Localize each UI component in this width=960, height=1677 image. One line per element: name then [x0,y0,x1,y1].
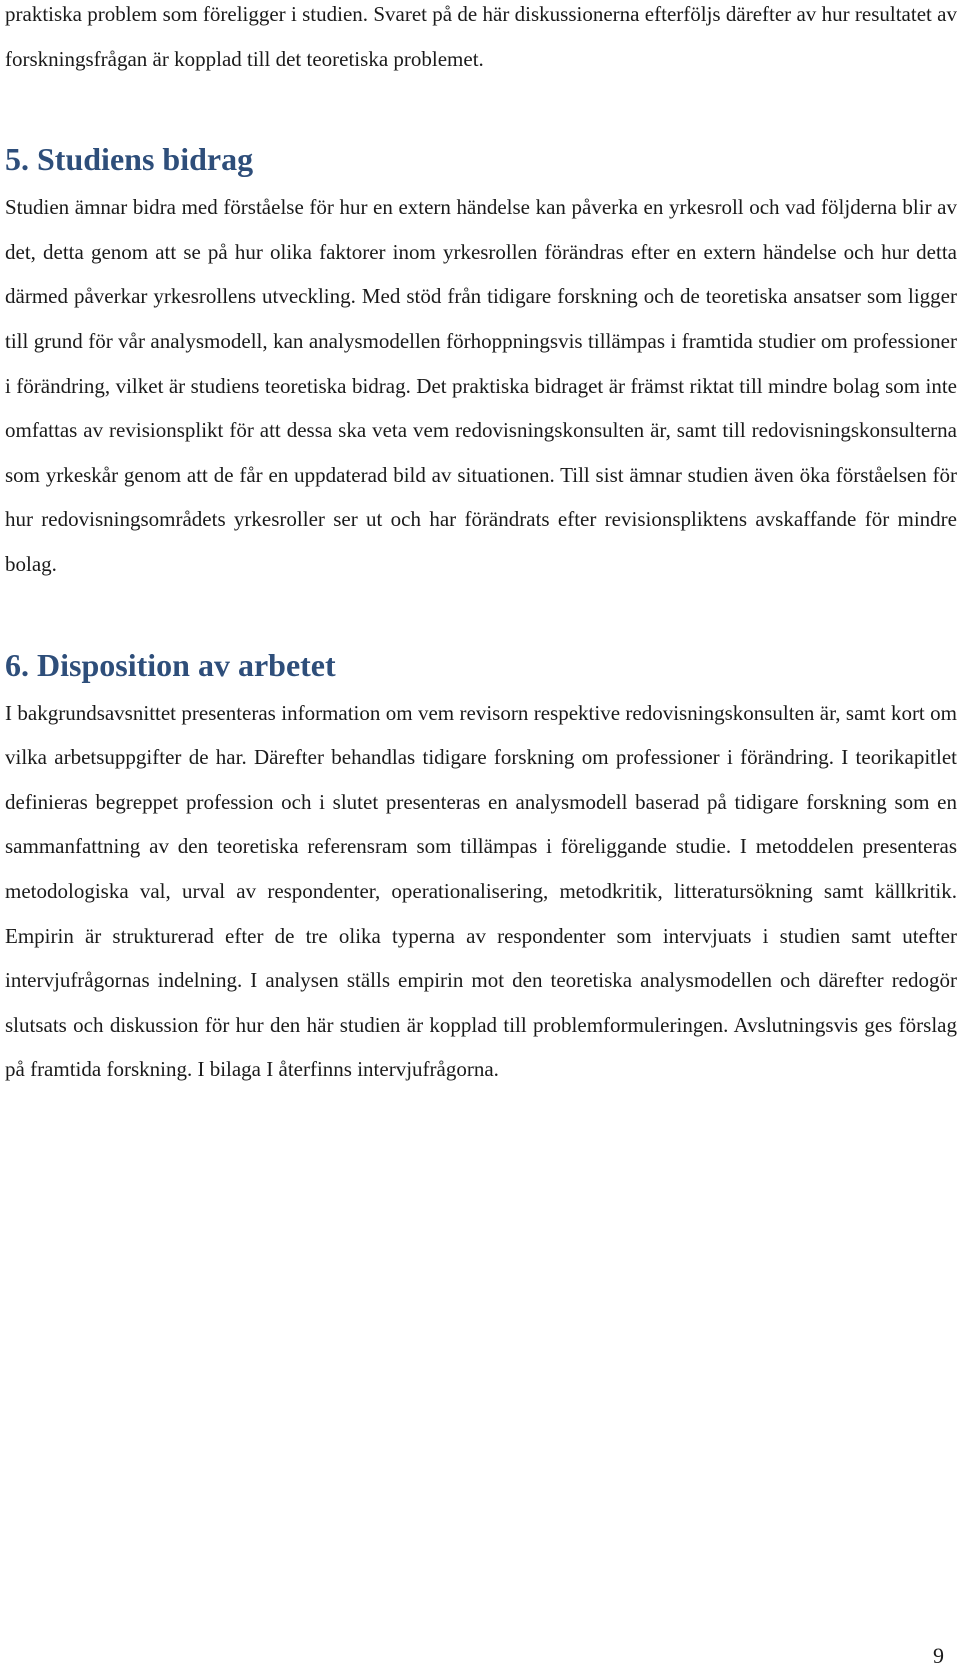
section-6-heading: 6. Disposition av arbetet [5,646,336,683]
section-5-heading: 5. Studiens bidrag [5,141,254,178]
intro-paragraph: praktiska problem som föreligger i studien. Svaret på de här diskussionerna efterföljs därefter av hur resultatet av forskningsfrågan är kopplad till det teoretiska problemet. [5,2,957,71]
section-5-paragraph: Studien ämnar bidra med förståelse för hur en extern händelse kan påverka en yrkesroll och vad följderna blir av det, detta genom att se på hur olika faktorer inom yrkesrollen förändras efter en extern händelse och hur detta därmed påverkar yrkesrollens utveckling. Med stöd från tidigare forskning och de teoretiska ansatser som ligger till grund för vår analysmodell, kan analysmodellen förhoppningsvis tillämpas i framtida studier om professioner i förändring, vilket är studiens teoretiska bidrag. Det praktiska bidraget är främst riktat till mindre bolag som inte omfattas av revisionsplikt för att dessa ska veta vem redovisningskonsulten är, samt till redovisningskonsulterna som yrkeskår genom att de får en uppdaterad bild av situationen. Till sist ämnar studien även öka förståelsen för hur redovisningsområdets yrkesroller ser ut och har förändrats efter revisionspliktens avskaffande för mindre bolag. [5,195,957,576]
section-6-paragraph: I bakgrundsavsnittet presenteras information om vem revisorn respektive redovisningskonsulten är, samt kort om vilka arbetsuppgifter de har. Därefter behandlas tidigare forskning om professioner i förändring. I teorikapitlet definieras begreppet profession och i slutet presenteras en analysmodell baserad på tidigare forskning som en sammanfattning av den teoretiska referensram som tillämpas i föreliggande studie. I metoddelen presenteras metodologiska val, urval av respondenter, operationalisering, metodkritik, litteratursökning samt källkritik. Empirin är strukturerad efter de tre olika typerna av respondenter som intervjuats i studien samt utefter intervjufrågornas indelning. I analysen ställs empirin mot den teoretiska analysmodellen och därefter redogör slutsats och diskussion för hur den här studien är kopplad till problemformuleringen. Avslutningsvis ges förslag på framtida forskning. I bilaga I återfinns intervjufrågorna. [5,700,957,1082]
page-number: 9 [933,1643,944,1668]
document-page [5,0,957,1092]
